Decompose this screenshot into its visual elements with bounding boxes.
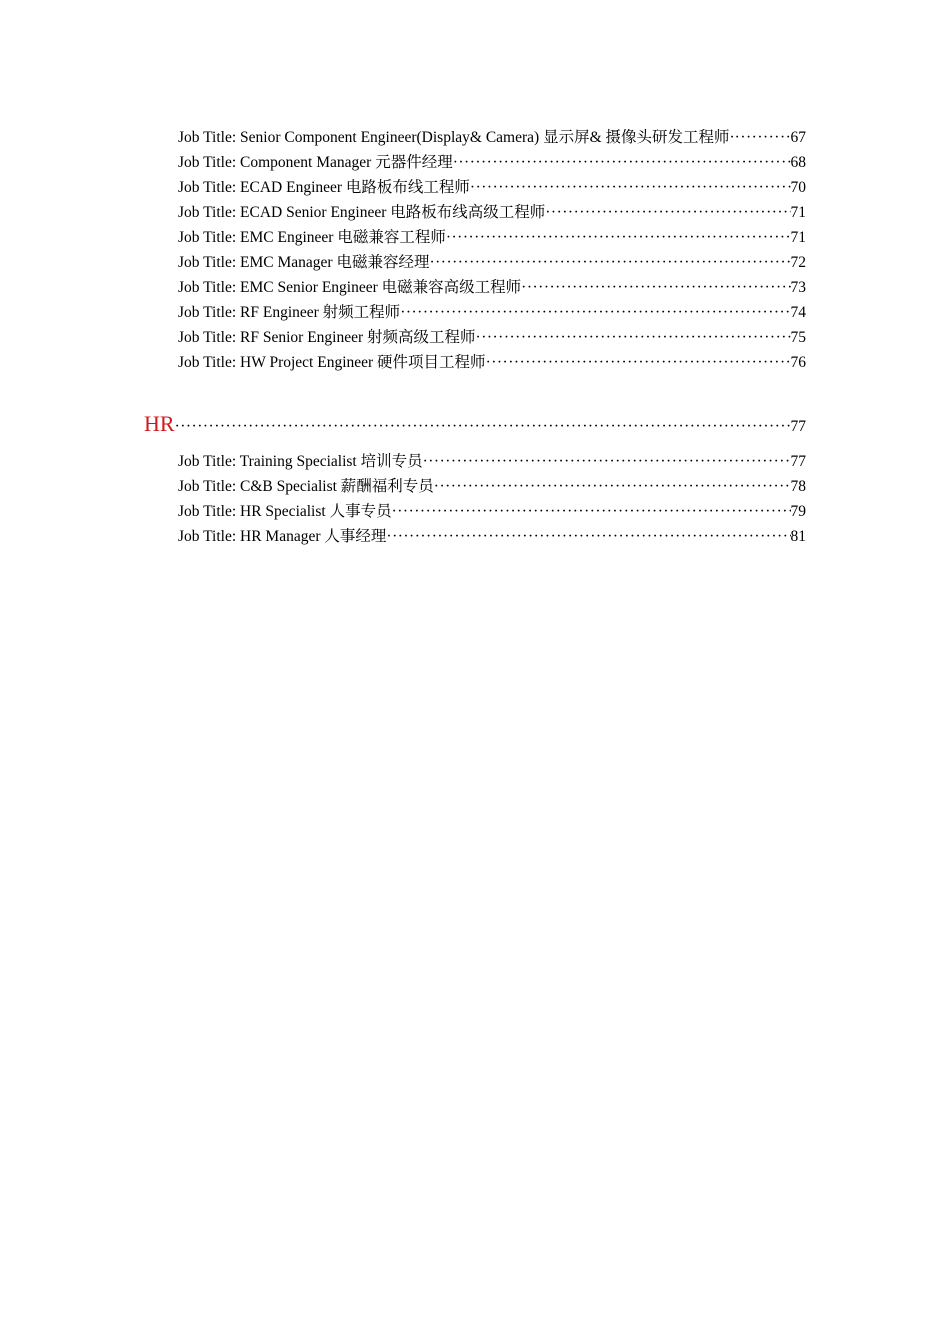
toc-group-hr	[0, 449, 950, 549]
toc-entry-page: 76	[790, 354, 806, 371]
dot-leader	[735, 125, 791, 150]
toc-entry-title: Job Title: EMC Engineer 电磁兼容工程师	[178, 229, 446, 246]
toc-entry-title: Job Title: HR Specialist 人事专员	[178, 503, 392, 520]
toc-entry-title: Job Title: ECAD Senior Engineer 电路板布线高级工程师	[178, 204, 546, 221]
section-title: HR	[144, 411, 175, 436]
toc-entry-page: 78	[790, 478, 806, 495]
dot-leader	[521, 275, 790, 300]
toc-entry-title: Job Title: RF Engineer 射频工程师	[178, 304, 401, 321]
dot-leader	[476, 325, 791, 350]
toc-entry[interactable]	[178, 325, 806, 350]
toc-entry-page: 81	[790, 528, 806, 545]
toc-entry-title: Job Title: HW Project Engineer 硬件项目工程师	[178, 354, 486, 371]
toc-entry-page: 77	[790, 453, 806, 470]
dot-leader	[429, 250, 790, 275]
toc-entry-page: 79	[790, 503, 806, 520]
toc-entry-page: 67	[790, 129, 806, 146]
toc-entry-page: 70	[790, 179, 806, 196]
toc-group-hardware	[0, 125, 950, 375]
dot-leader	[423, 449, 791, 474]
toc-entry-title: Job Title: Senior Component Engineer(Display& Camera) 显示屏& 摄像头研发工程师·	[178, 129, 735, 146]
dot-leader	[386, 524, 790, 549]
dot-leader	[392, 499, 791, 524]
dot-leader	[400, 300, 790, 325]
toc-entry-title: Job Title: EMC Manager 电磁兼容经理	[178, 254, 430, 271]
toc-entry-title: Job Title: ECAD Engineer 电路板布线工程师	[178, 179, 470, 196]
toc-entry-page: 75	[790, 329, 806, 346]
toc-entry-title: Job Title: Training Specialist 培训专员	[178, 453, 423, 470]
toc-section-hr[interactable]	[144, 409, 806, 439]
dot-leader	[175, 412, 791, 442]
dot-leader	[434, 474, 791, 499]
toc-entry-page: 71	[790, 229, 806, 246]
section-page: 77	[790, 418, 806, 435]
toc-entry[interactable]	[178, 200, 806, 225]
toc-entry[interactable]	[178, 150, 806, 175]
toc-entry[interactable]	[178, 175, 806, 200]
toc-entry-page: 73	[790, 279, 806, 296]
toc-entry-title: Job Title: RF Senior Engineer 射频高级工程师	[178, 329, 476, 346]
toc-entry[interactable]	[178, 474, 806, 499]
toc-entry[interactable]	[178, 250, 806, 275]
dot-leader	[486, 350, 791, 375]
toc-entry[interactable]	[178, 499, 806, 524]
dot-leader	[470, 175, 791, 200]
toc-entry-page: 71	[790, 204, 806, 221]
toc-entry[interactable]	[178, 524, 806, 549]
toc-entry[interactable]	[178, 125, 806, 150]
toc-entry-title: Job Title: EMC Senior Engineer 电磁兼容高级工程师	[178, 279, 522, 296]
toc-entry[interactable]	[178, 449, 806, 474]
toc-entry-page: 74	[790, 304, 806, 321]
toc-entry-title: Job Title: HR Manager 人事经理	[178, 528, 387, 545]
dot-leader	[453, 150, 791, 175]
toc-entry[interactable]	[178, 275, 806, 300]
toc-entry[interactable]	[178, 350, 806, 375]
toc-entry-title: Job Title: Component Manager 元器件经理	[178, 154, 453, 171]
dot-leader	[545, 200, 790, 225]
toc-entry-page: 68	[790, 154, 806, 171]
toc-entry-title: Job Title: C&B Specialist 薪酬福利专员	[178, 478, 434, 495]
toc-entry-page: 72	[790, 254, 806, 271]
toc-entry[interactable]	[178, 225, 806, 250]
dot-leader	[446, 225, 791, 250]
toc-entry[interactable]	[178, 300, 806, 325]
